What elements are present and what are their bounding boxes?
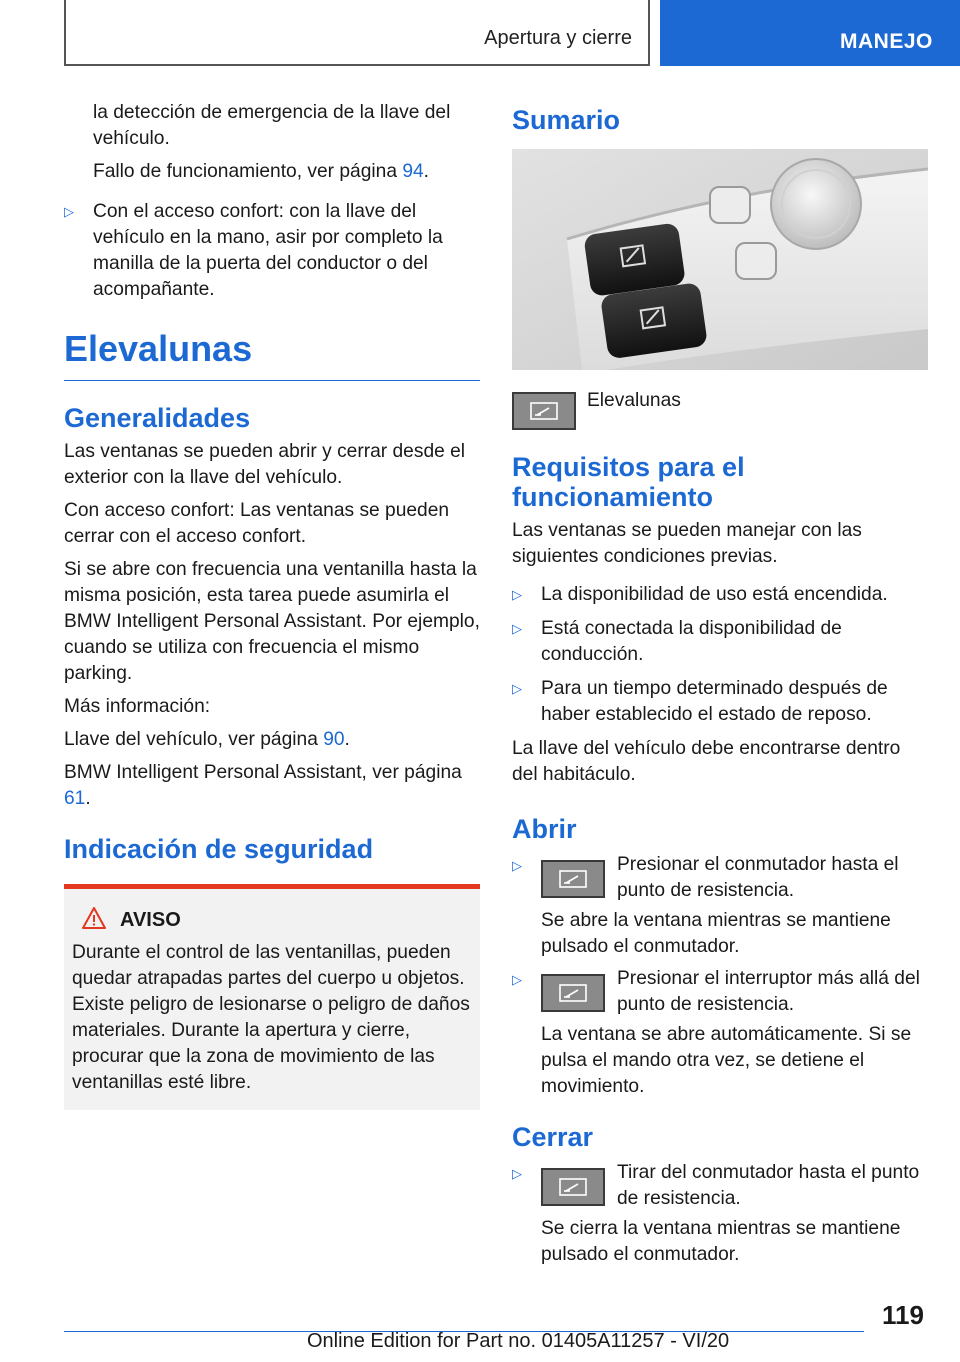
fallo-reference [64, 159, 480, 185]
list-item [64, 199, 480, 303]
list-item [512, 1162, 928, 1268]
reference-suffix: . [344, 729, 350, 750]
header-chapter-tab [660, 0, 960, 66]
page-number: 119 [882, 1300, 924, 1330]
heading-seguridad: Indicación de seguridad [64, 834, 374, 864]
paragraph: Las ventanas se pueden manejar con las siguientes condiciones previas. [512, 520, 862, 567]
window-switch-symbol-icon [512, 392, 576, 430]
warning-text: Durante el control de las ventanillas, pueden quedar atrapadas partes del cuerpo u objetos. Existe peligro de lesionarse o peligro de daños materiales. Durante la apertura y cierre, procurar que la zona de movimiento de las ventanillas esté libre. [72, 942, 470, 1093]
edition-footer: Online Edition for Part no. 01405A11257 - VI/20 [307, 1330, 730, 1352]
triangle-bullet-icon: ▷ [512, 587, 522, 602]
fallo-text: Fallo de funcionamiento, ver página [93, 161, 403, 182]
list-item [512, 582, 928, 608]
triangle-bullet-icon: ▷ [512, 858, 522, 873]
chapter-title: MANEJO [840, 30, 933, 53]
intro-line: la detección de emergencia de la llave del vehículo. [93, 102, 451, 149]
reference-text: BMW Intelligent Personal Assistant, ver página [64, 762, 462, 783]
reference-suffix: . [85, 788, 91, 809]
symbol-legend [512, 392, 928, 430]
header-section-tab [64, 0, 650, 66]
fallo-suffix: . [423, 161, 430, 182]
triangle-bullet-icon: ▷ [512, 681, 522, 696]
list-item [512, 854, 928, 960]
heading-sumario: Sumario [512, 105, 621, 135]
step-text: Presionar el interruptor más allá del punto de resistencia. [617, 968, 920, 1015]
reference-text: Llave del vehículo, ver página [64, 729, 324, 750]
window-switch-symbol-icon [541, 860, 605, 898]
warning-header [72, 907, 472, 934]
page-link-61[interactable]: 61 [64, 788, 86, 809]
triangle-bullet-icon: ▷ [64, 204, 74, 219]
list-item-text: La disponibilidad de uso está encendida. [541, 584, 888, 605]
warning-title: AVISO [120, 909, 181, 931]
heading-cerrar: Cerrar [512, 1122, 594, 1152]
list-item [512, 968, 928, 1100]
page-link-94[interactable]: 94 [402, 161, 424, 182]
heading-generalidades: Generalidades [64, 403, 251, 433]
window-switch-symbol-icon [541, 1168, 605, 1206]
paragraph: Con acceso confort: Las ventanas se pueden cerrar con el acceso confort. [64, 500, 450, 547]
step-result: La ventana se abre automáticamente. Si se pulsa el mando otra vez, se detiene el movimiento. [541, 1024, 912, 1097]
step-text: Presionar el conmutador hasta el punto de resistencia. [617, 854, 899, 901]
window-switch-symbol-icon [541, 974, 605, 1012]
paragraph: Si se abre con frecuencia una ventanilla hasta la misma posición, esta tarea puede asumirla el BMW Intelligent Personal Assistant. Por ejemplo, cuando se utiliza con frecuencia el mismo parking. [64, 559, 480, 684]
warning-triangle-icon [82, 907, 106, 934]
heading-requisitos: Requisitos para el funcionamiento [512, 452, 745, 512]
paragraph: Las ventanas se pueden abrir y cerrar desde el exterior con la llave del vehículo. [64, 441, 466, 488]
page-title: Elevalunas [64, 327, 480, 381]
step-result: Se abre la ventana mientras se mantiene pulsado el conmutador. [541, 910, 891, 957]
step-text: Tirar del conmutador hasta el punto de resistencia. [617, 1162, 920, 1209]
list-item-text: Está conectada la disponibilidad de conducción. [541, 618, 842, 665]
list-item-text: Para un tiempo determinado después de haber establecido el estado de reposo. [541, 678, 888, 725]
section-title: Apertura y cierre [484, 27, 632, 49]
heading-abrir: Abrir [512, 814, 577, 844]
right-column [512, 100, 928, 1274]
reference-llave [64, 727, 480, 753]
page-link-90[interactable]: 90 [323, 729, 345, 750]
list-item [512, 616, 928, 668]
triangle-bullet-icon: ▷ [512, 621, 522, 636]
triangle-bullet-icon: ▷ [512, 1166, 522, 1181]
window-switch-photo [512, 149, 928, 370]
symbol-label: Elevalunas [587, 390, 681, 411]
list-item-text: Con el acceso confort: con la llave del vehículo en la mano, asir por completo la manilla de la puerta del conductor o del acompañante. [93, 201, 443, 300]
triangle-bullet-icon: ▷ [512, 972, 522, 987]
left-column [64, 100, 480, 1110]
step-result: Se cierra la ventana mientras se mantiene pulsado el conmutador. [541, 1218, 901, 1265]
reference-assistant [64, 760, 480, 812]
warning-box [64, 884, 480, 1110]
list-item [512, 676, 928, 728]
paragraph: Más información: [64, 696, 211, 717]
paragraph: La llave del vehículo debe encontrarse dentro del habitáculo. [512, 738, 901, 785]
